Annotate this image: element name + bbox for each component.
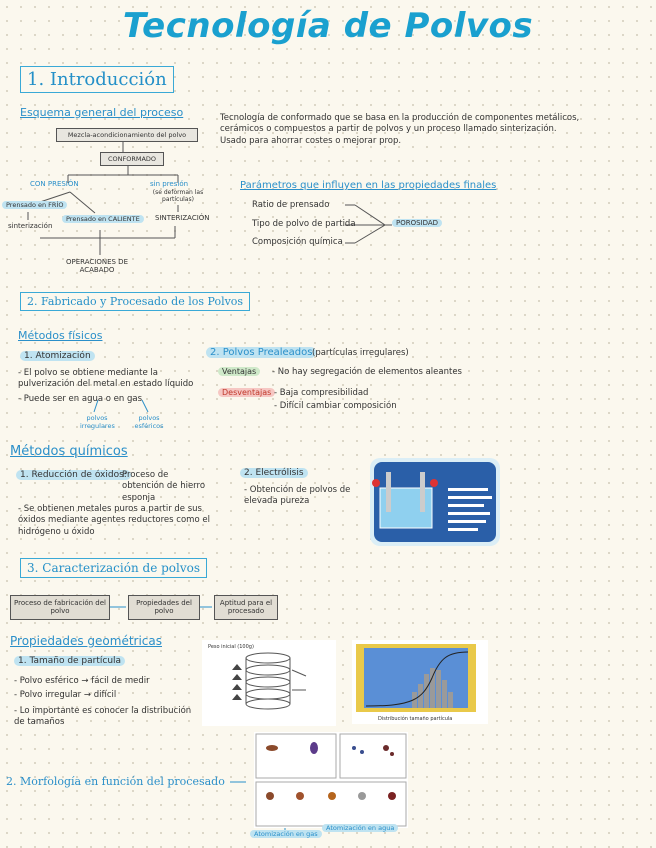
desventajas-1: - Baja compresibilidad bbox=[274, 388, 369, 398]
box-conformado: CONFORMADO bbox=[100, 152, 164, 166]
ventajas-label: Ventajas bbox=[218, 367, 260, 376]
operaciones-acabado: OPERACIONES DE ACABADO bbox=[65, 258, 128, 274]
flow-box-2: Propiedades del polvo bbox=[128, 595, 200, 620]
esquema-heading: Esquema general del proceso bbox=[20, 106, 184, 119]
morphology-diagram bbox=[254, 732, 408, 828]
reduccion-tail: Proceso de obtención de hierro esponja bbox=[122, 470, 206, 503]
sieve-label: Peso inicial (100g) bbox=[208, 644, 254, 650]
section-1-heading: 1. Introducción bbox=[20, 66, 174, 93]
electrolisis-text: - Obtención de polvos de elevada pureza bbox=[244, 485, 351, 507]
section-3-heading: 3. Caracterización de polvos bbox=[20, 558, 207, 578]
intro-text: Tecnología de conformado que se basa en la producción de componentes metálicos, cerámicos o compuestos a partir de polvos y un proceso llamado sinterización. Usado para ahorrar costes o mejorar prop. bbox=[220, 113, 580, 146]
polvos-esfericos: polvos esféricos bbox=[134, 414, 164, 430]
tamano-heading: 1. Tamaño de partícula bbox=[14, 656, 125, 666]
atomizacion-heading: 1. Atomización bbox=[20, 351, 95, 361]
atomizacion-gas-label: Atomización en gas bbox=[250, 830, 322, 838]
reduccion-text: - Se obtienen metales puros a partir de sus óxidos mediante agentes reductores como el hidrógeno u óxido bbox=[18, 504, 210, 537]
distribution-label: Distribución tamaño partícula bbox=[378, 716, 453, 722]
atomizacion-text-2: - Puede ser en agua o en gas bbox=[18, 394, 143, 404]
desventajas-2: - Difícil cambiar composición bbox=[274, 401, 397, 411]
sinterizacion-left: sinterización bbox=[8, 222, 53, 230]
metodos-fisicos: Métodos físicos bbox=[18, 329, 103, 342]
sin-presion-note: (se deforman las partículas) bbox=[152, 189, 204, 203]
atomizacion-agua-label: Atomización en agua bbox=[322, 824, 398, 832]
ventajas-text: - No hay segregación de elementos aleantes bbox=[272, 367, 462, 377]
param-1: Ratio de prensado bbox=[252, 200, 330, 210]
prensado-frio: Prensado en FRÍO bbox=[2, 201, 67, 209]
polvos-irregulares: polvos irregulares bbox=[80, 414, 115, 430]
param-2: Tipo de polvo de partida bbox=[252, 219, 356, 229]
tamano-text-3: - Lo importante es conocer la distribución de tamaños bbox=[14, 706, 192, 728]
morfologia-heading: 2. Morfología en función del procesado bbox=[6, 775, 225, 788]
flow-box-3: Aptitud para el procesado bbox=[214, 595, 278, 620]
sinterizacion-right: SINTERIZACIÓN bbox=[155, 214, 210, 222]
desventajas-label: Desventajas bbox=[218, 388, 275, 397]
prealeados-heading: 2. Polvos Prealeados bbox=[206, 347, 316, 358]
con-presion-label: CON PRESIÓN bbox=[30, 180, 79, 188]
parametros-title: Parámetros que influyen en las propiedades finales bbox=[240, 180, 497, 191]
sin-presion-label: sin presión bbox=[150, 180, 189, 188]
flow-box-1: Proceso de fabricación del polvo bbox=[10, 595, 110, 620]
tamano-text-2: - Polvo irregular → difícil bbox=[14, 690, 117, 700]
reduccion-heading: 1. Reducción de óxidos: bbox=[16, 470, 131, 480]
tamano-text-1: - Polvo esférico → fácil de medir bbox=[14, 676, 150, 686]
sieve-diagram bbox=[202, 640, 336, 726]
atomizacion-text-1: - El polvo se obtiene mediante la pulverización del metal en estado líquido bbox=[18, 368, 194, 390]
section-2-heading: 2. Fabricado y Procesado de los Polvos bbox=[20, 292, 250, 311]
box-mezcla: Mezcla-acondicionamiento del polvo bbox=[56, 128, 198, 142]
porosidad-label: POROSIDAD bbox=[392, 219, 442, 227]
propiedades-geometricas: Propiedades geométricas bbox=[10, 634, 162, 648]
page-title: Tecnología de Polvos bbox=[122, 6, 534, 46]
prealeados-note: (partículas irregulares) bbox=[312, 348, 409, 358]
electrolisis-heading: 2. Electrólisis bbox=[240, 468, 308, 478]
metodos-quimicos: Métodos químicos bbox=[10, 444, 128, 459]
prensado-caliente: Prensado en CALIENTE bbox=[62, 215, 144, 223]
distribution-chart bbox=[352, 640, 488, 724]
electrolysis-diagram bbox=[370, 458, 500, 546]
param-3: Composición química bbox=[252, 237, 343, 247]
